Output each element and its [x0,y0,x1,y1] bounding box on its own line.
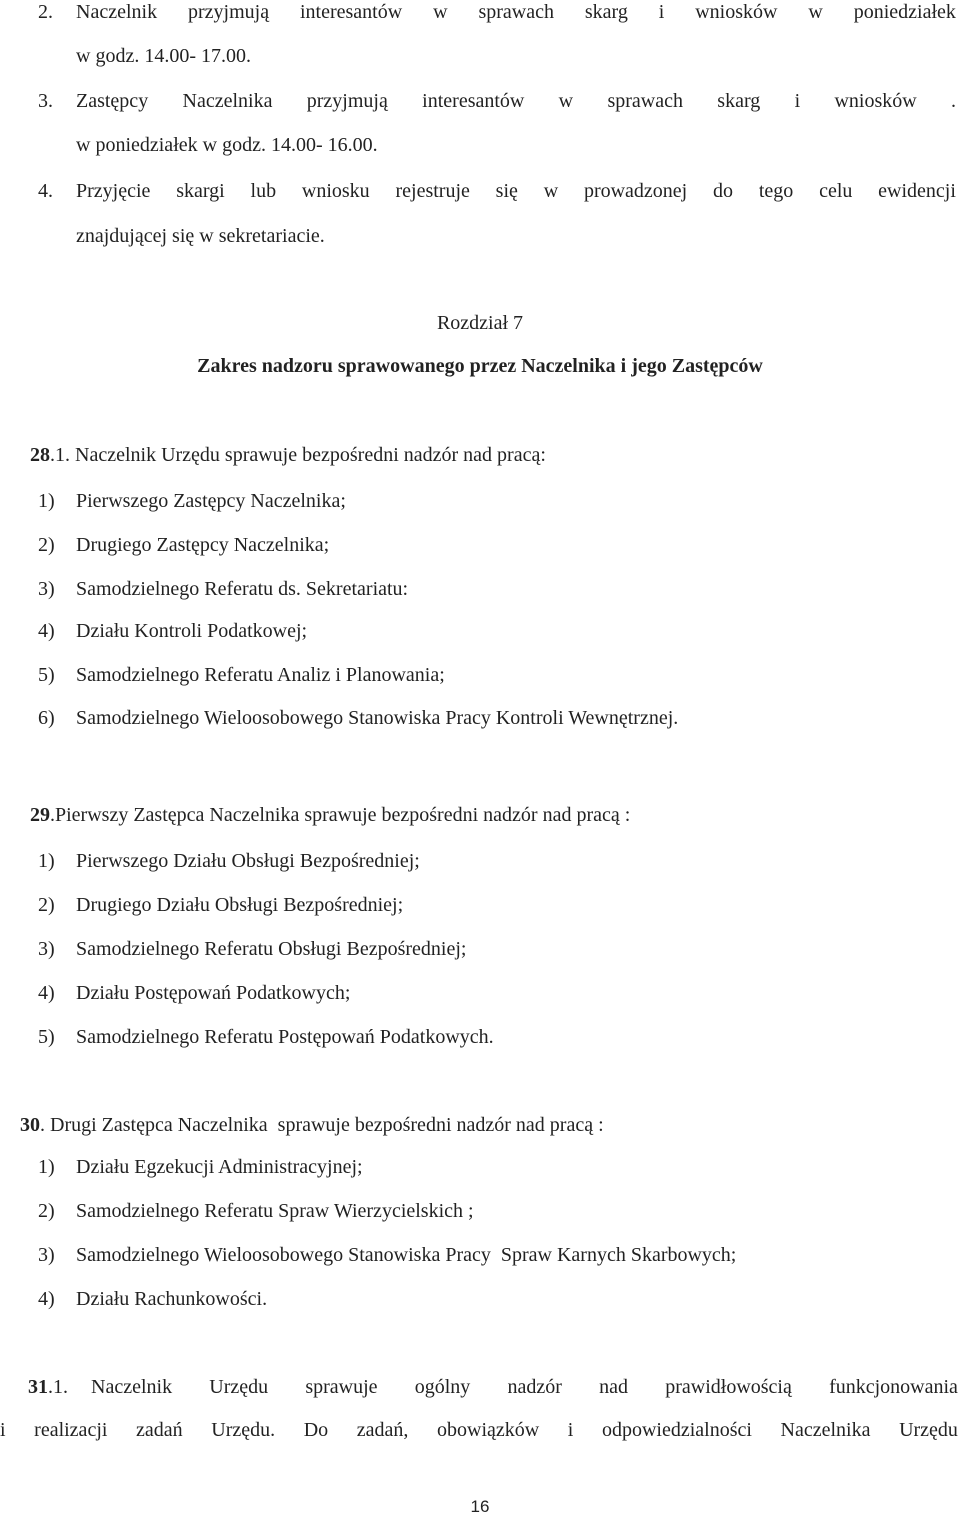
word: . [950,90,956,112]
list-item-text: Drugiego Zastępcy Naczelnika; [76,534,330,556]
list-item [38,1157,363,1177]
word: sprawach [478,1,554,23]
list-item-number: 3) [38,1244,55,1266]
word: nad [599,1376,629,1398]
section-text: Naczelnik Urzędu sprawuje bezpośredni nadzór nad pracą: [75,444,546,466]
list-item [38,1289,267,1309]
word: wniosków [834,90,917,112]
intro-item-line1 [76,2,956,22]
word: zadań [136,1419,183,1441]
word: skarg [717,90,761,112]
list-item [38,1201,474,1221]
intro-item-3-line2: w poniedziałek w godz. 14.00- 16.00. [76,134,378,156]
list-item-text: Samodzielnego Wieloosobowego Stanowiska Pracy Kontroli Wewnętrznej. [76,707,679,729]
list-item-number: 1) [38,850,55,872]
word: przyjmują [306,90,388,112]
word: zadań, [356,1419,409,1441]
section-30-heading [20,1115,604,1135]
list-item-text: Działu Postępowań Podatkowych; [76,982,351,1004]
list-item [38,1245,736,1265]
list-item-number: 6) [38,707,55,729]
list-item-number: 1) [38,490,55,512]
list-item-number: 1) [38,1156,55,1178]
list-item-number: 4) [38,982,55,1004]
list-item-text: Drugiego Działu Obsługi Bezpośredniej; [76,894,404,916]
list-item-text: Pierwszego Zastępcy Naczelnika; [76,490,346,512]
list-item-number: 4) [38,620,55,642]
word: nadzór [507,1376,562,1398]
word: realizacji [34,1419,108,1441]
section-31-text-line1 [91,1377,958,1397]
intro-item-line1 [76,181,956,201]
word: i [567,1419,574,1441]
list-item-text: Samodzielnego Referatu Spraw Wierzycielskich ; [76,1200,474,1222]
page-number: 16 [470,1497,490,1516]
list-item-text: Samodzielnego Referatu Obsługi Bezpośredniej; [76,938,467,960]
list-item [38,535,329,555]
word: do [713,180,734,202]
intro-item-4-line2: znajdującej się w sekretariacie. [76,225,325,247]
word: i [658,1,665,23]
intro-item-number: 4. [38,180,53,202]
list-item [38,708,678,728]
list-item [38,1027,494,1047]
section-number-suffix: . [50,804,55,826]
word: interesantów [422,90,525,112]
list-item [38,491,346,511]
word: skarg [584,1,628,23]
word: w [433,1,448,23]
word: poniedziałek [853,1,956,23]
list-item-number: 2) [38,894,55,916]
word: interesantów [299,1,403,23]
word: prawidłowością [665,1376,792,1398]
list-item [38,895,403,915]
list-item [38,579,408,599]
word: Urzędu. [211,1419,276,1441]
word: w [808,1,823,23]
word: Urzędu [899,1419,958,1441]
word: Naczelnik [76,1,158,23]
word: wniosków [695,1,778,23]
section-text: Pierwszy Zastępca Naczelnika sprawuje bezpośredni nadzór nad pracą : [55,804,631,826]
word: tego [758,180,794,202]
section-number: 29 [30,804,50,826]
intro-item-line1 [76,91,956,111]
intro-item-2-line2: w godz. 14.00- 17.00. [76,45,251,67]
chapter-label: Rozdział 7 [436,312,524,334]
word: skargi [176,180,225,202]
word: wniosku [301,180,370,202]
list-item-text: Pierwszego Działu Obsługi Bezpośredniej; [76,850,420,872]
word: Naczelnik [91,1376,173,1398]
word: i [0,1419,6,1441]
word: obowiązków [437,1419,540,1441]
list-item [38,939,466,959]
section-number: 28 [30,444,50,466]
section-text: Drugi Zastępca Naczelnika sprawuje bezpośredni nadzór nad pracą : [50,1114,604,1136]
word: przyjmują [187,1,270,23]
intro-item-number: 3. [38,90,53,112]
list-item-number: 4) [38,1288,55,1310]
section-29-heading [30,805,630,825]
word: Przyjęcie [76,180,151,202]
list-item-text: Samodzielnego Referatu Analiz i Planowania; [76,664,445,686]
word: sprawuje [305,1376,378,1398]
word: odpowiedzialności [601,1419,752,1441]
section-31-text-line2 [0,1420,958,1440]
word: funkcjonowania [829,1376,958,1398]
list-item-number: 2) [38,534,55,556]
list-item-text: Samodzielnego Wieloosobowego Stanowiska Pracy Spraw Karnych Skarbowych; [76,1244,737,1266]
word: w [558,90,574,112]
word: się [495,180,518,202]
list-item-text: Działu Egzekucji Administracyjnej; [76,1156,363,1178]
section-number-suffix: .1. [50,444,70,466]
section-number: 31 [28,1376,48,1398]
word: Urzędu [209,1376,269,1398]
word: Naczelnika [780,1419,871,1441]
word: i [794,90,801,112]
list-item [38,665,445,685]
word: lub [250,180,277,202]
section-number: 30 [20,1114,40,1136]
word: rejestruje [395,180,470,202]
section-number-suffix: . [40,1114,45,1136]
chapter-title: Zakres nadzoru sprawowanego przez Naczelnika i jego Zastępców [197,355,763,377]
section-number-group [28,1377,68,1397]
list-item-number: 3) [38,578,55,600]
list-item-number: 5) [38,1026,55,1048]
word: w [543,180,559,202]
word: Zastępcy [76,90,149,112]
word: celu [819,180,853,202]
section-28-heading [30,445,546,465]
section-number-suffix: .1. [48,1376,68,1398]
list-item [38,983,350,1003]
list-item-text: Działu Rachunkowości. [76,1288,268,1310]
word: prowadzonej [583,180,688,202]
list-item-text: Samodzielnego Referatu Postępowań Podatkowych. [76,1026,494,1048]
list-item-number: 5) [38,664,55,686]
word: ogólny [414,1376,471,1398]
list-item-number: 3) [38,938,55,960]
list-item [38,851,420,871]
word: Naczelnika [182,90,273,112]
list-item-text: Samodzielnego Referatu ds. Sekretariatu: [76,578,409,600]
list-item-text: Działu Kontroli Podatkowej; [76,620,308,642]
list-item [38,621,307,641]
list-item-number: 2) [38,1200,55,1222]
word: sprawach [607,90,683,112]
word: Do [303,1419,329,1441]
word: ewidencji [878,180,956,202]
intro-item-number: 2. [38,1,53,23]
